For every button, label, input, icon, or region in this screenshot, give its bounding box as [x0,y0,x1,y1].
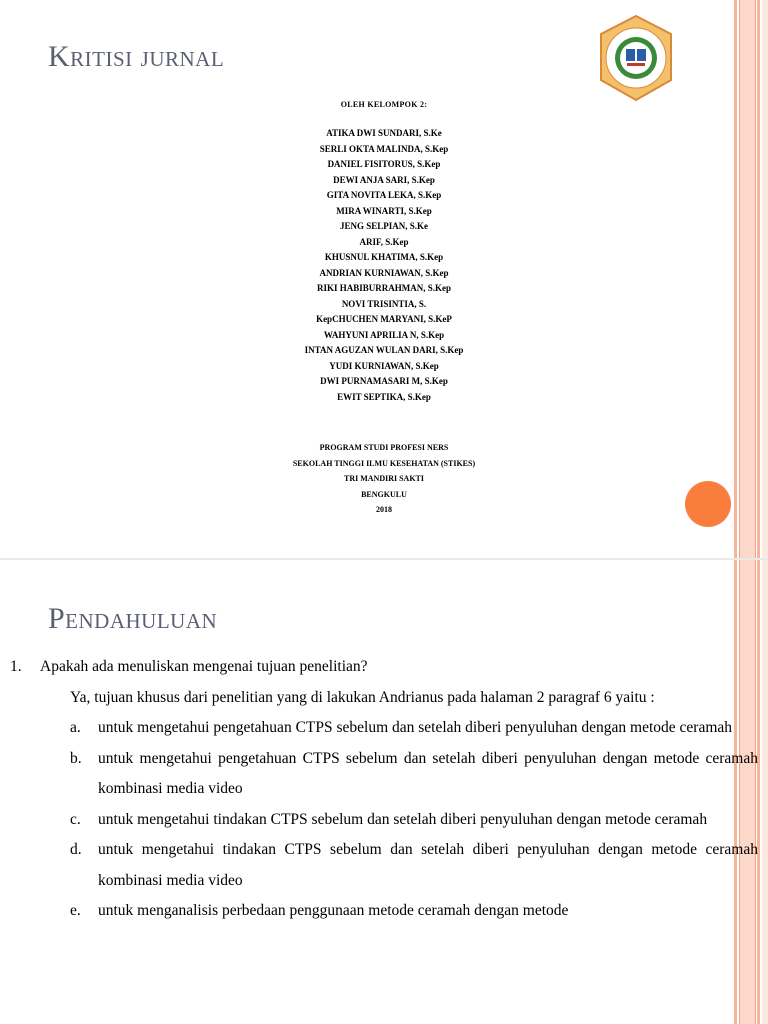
program-line: SEKOLAH TINGGI ILMU KESEHATAN (STIKES) [292,458,476,468]
list-text: untuk mengetahui pengetahuan CTPS sebelum dan setelah diberi penyuluhan dengan metode ceramah kombinasi media video [98,749,758,797]
list-item [10,713,758,744]
member-name: MIRA WINARTI, S.Kep [336,205,432,216]
list-text: untuk mengetahui tindakan CTPS sebelum dan setelah diberi penyuluhan dengan metode ceramah kombinasi media video [98,841,758,889]
list-marker: a. [70,719,81,736]
orange-circle-icon [685,481,731,527]
member-name: EWIT SEPTIKA, S.Kep [337,391,431,402]
question [10,652,758,683]
slide-2 [0,560,768,1024]
program-line: BENGKULU [361,489,407,499]
question-text: Apakah ada menuliskan mengenai tujuan penelitian? [40,658,368,675]
slide-title: Pendahuluan [48,602,218,635]
list-item [10,835,758,896]
border-stripe [762,560,768,1024]
member-name: GITA NOVITA LEKA, S.Kep [326,190,442,200]
member-name: NOVI TRISINTIA, S. [341,298,427,309]
list-text: untuk mengetahui pengetahuan CTPS sebelum dan setelah diberi penyuluhan dengan metode ceramah [98,719,733,736]
member-name: ANDRIAN KURNIAWAN, S.Kep [319,267,449,278]
list-item [10,896,758,927]
program-info [0,440,768,518]
program-line: TRI MANDIRI SAKTI [343,474,424,483]
member-name: KepCHUCHEN MARYANI, S.KeP [316,314,452,324]
member-name: DWI PURNAMASARI M, S.Kep [320,376,448,386]
member-name: DEWI ANJA SARI, S.Kep [333,174,435,185]
member-name: RIKI HABIBURRAHMAN, S.Kep [316,283,451,293]
list-marker: c. [70,810,81,828]
member-name: JENG SELPIAN, S.Ke [339,221,428,231]
program-line: PROGRAM STUDI PROFESI NERS [319,443,449,452]
list-marker: b. [70,749,82,767]
member-name: WAHYUNI APRILIA N, S.Kep [323,329,445,340]
member-name: KHUSNUL KHATIMA, S.Kep [324,252,444,262]
list-marker: e. [70,902,81,919]
list-text: untuk mengetahui tindakan CTPS sebelum dan setelah diberi penyuluhan dengan metode ceramah [98,810,708,828]
member-name: DANIEL FISITORUS, S.Kep [327,159,441,169]
member-list [0,126,768,405]
member-name: SERLI OKTA MALINDA, S.Kep [319,143,449,154]
member-name: ATIKA DWI SUNDARI, S.Ke [326,128,442,138]
member-name: INTAN AGUZAN WULAN DARI, S.Kep [304,345,464,355]
question-number: 1. [10,658,22,675]
list-marker: d. [70,841,82,858]
stikes-seal-icon [597,14,675,102]
answer-paragraph: Ya, tujuan khusus dari penelitian yang di lakukan Andrianus pada halaman 2 paragraf 6 yaitu : [70,688,655,706]
member-name: YUDI KURNIAWAN, S.Kep [329,360,439,371]
member-name: ARIF, S.Kep [359,236,409,247]
list-item [10,805,758,836]
program-line: 2018 [376,505,392,514]
byline: OLEH KELOMPOK 2: [340,100,428,109]
slide-body [10,652,758,927]
list-text: untuk menganalisis perbedaan penggunaan metode ceramah dengan metode [98,902,569,919]
slide-title: Kritisi jurnal [48,40,225,73]
list-item [10,744,758,805]
